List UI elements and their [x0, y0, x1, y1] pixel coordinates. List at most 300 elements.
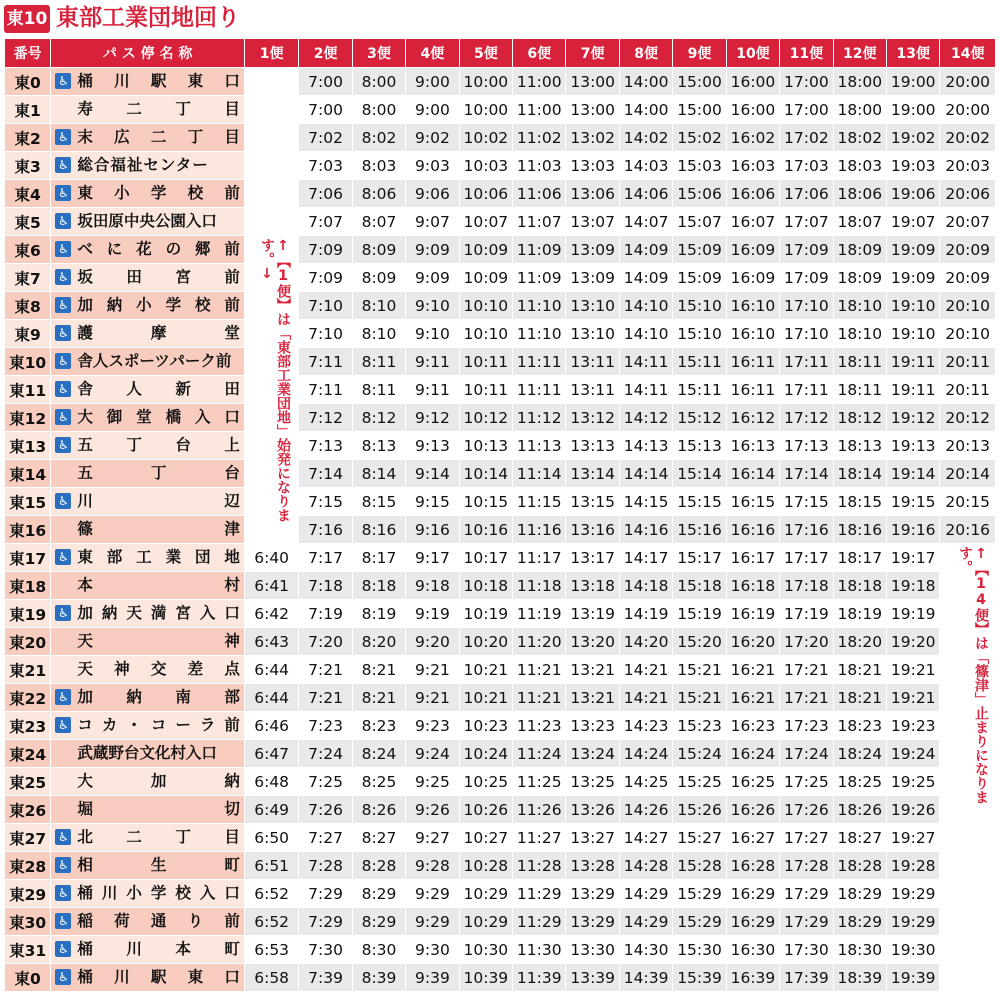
departure-time: 8:20 — [352, 628, 405, 656]
departure-time: 11:17 — [513, 544, 566, 572]
table-row — [5, 152, 996, 180]
stop-name: 総合福祉センター — [77, 156, 209, 174]
departure-time: 19:18 — [887, 572, 940, 600]
departure-time: 13:14 — [566, 460, 619, 488]
departure-time: 14:15 — [619, 488, 672, 516]
departure-time — [940, 824, 996, 852]
departure-time: 14:25 — [619, 768, 672, 796]
departure-time: 7:30 — [299, 936, 352, 964]
departure-time: 11:02 — [513, 124, 566, 152]
departure-time: 9:27 — [406, 824, 459, 852]
departure-time: 19:13 — [887, 432, 940, 460]
wheelchair-icon: ♿ — [55, 409, 71, 425]
departure-time: 8:25 — [352, 768, 405, 796]
column-header-trip: 2便 — [299, 39, 352, 68]
departure-time: 17:26 — [780, 796, 833, 824]
stop-name-cell — [51, 964, 245, 992]
departure-time: 11:13 — [513, 432, 566, 460]
departure-time: 11:21 — [513, 684, 566, 712]
departure-time: 16:00 — [726, 96, 779, 124]
departure-time: 13:25 — [566, 768, 619, 796]
departure-time: 9:13 — [406, 432, 459, 460]
departure-time: 8:15 — [352, 488, 405, 516]
stop-name-cell — [51, 684, 245, 712]
stop-name: 坂 田 宮 前 — [77, 268, 240, 286]
departure-time: 9:30 — [406, 936, 459, 964]
departure-time: 10:27 — [459, 824, 512, 852]
departure-time — [244, 96, 298, 124]
departure-time: 11:28 — [513, 852, 566, 880]
departure-time: 14:09 — [619, 264, 672, 292]
departure-time: 16:28 — [726, 852, 779, 880]
departure-time: 19:23 — [887, 712, 940, 740]
departure-time: 19:17 — [887, 544, 940, 572]
departure-time: 10:25 — [459, 768, 512, 796]
stop-number: 東24 — [5, 740, 51, 768]
departure-time: 15:29 — [673, 908, 726, 936]
departure-time: 11:21 — [513, 656, 566, 684]
departure-time: 15:27 — [673, 824, 726, 852]
departure-time: 17:16 — [780, 516, 833, 544]
stop-name-cell — [51, 768, 245, 796]
departure-time: 11:29 — [513, 880, 566, 908]
stop-number: 東16 — [5, 516, 51, 544]
departure-time: 16:13 — [726, 432, 779, 460]
wheelchair-icon: ♿ — [55, 241, 71, 257]
departure-time: 10:21 — [459, 684, 512, 712]
wheelchair-icon: ♿ — [55, 829, 71, 845]
departure-time: 7:09 — [299, 264, 352, 292]
trip1-note: ↑【1便】は「東部工業団地」始発になります。↓ — [259, 238, 291, 522]
departure-time: 7:24 — [299, 740, 352, 768]
departure-time: 8:29 — [352, 908, 405, 936]
departure-time: 8:18 — [352, 572, 405, 600]
departure-time: 17:24 — [780, 740, 833, 768]
departure-time: 9:24 — [406, 740, 459, 768]
timetable-body — [5, 68, 996, 992]
stop-name: 北 二 丁 目 — [77, 828, 240, 846]
stop-name-cell — [51, 152, 245, 180]
departure-time: 10:12 — [459, 404, 512, 432]
timetable — [4, 38, 996, 992]
stop-number: 東28 — [5, 852, 51, 880]
departure-time: 8:00 — [352, 96, 405, 124]
stop-name-cell — [51, 292, 245, 320]
departure-time: 11:11 — [513, 348, 566, 376]
column-header-trip: 3便 — [352, 39, 405, 68]
departure-time: 13:27 — [566, 824, 619, 852]
departure-time: 17:28 — [780, 852, 833, 880]
stop-name-cell — [51, 936, 245, 964]
departure-time: 20:13 — [940, 432, 996, 460]
departure-time: 13:03 — [566, 152, 619, 180]
table-row — [5, 124, 996, 152]
departure-time: 17:06 — [780, 180, 833, 208]
departure-time: 7:03 — [299, 152, 352, 180]
departure-time: 11:19 — [513, 600, 566, 628]
departure-time: 16:29 — [726, 908, 779, 936]
departure-time: 19:15 — [887, 488, 940, 516]
departure-time: 17:11 — [780, 348, 833, 376]
table-row — [5, 684, 996, 712]
departure-time: 15:17 — [673, 544, 726, 572]
departure-time: 15:09 — [673, 264, 726, 292]
departure-time: 9:26 — [406, 796, 459, 824]
departure-time — [940, 936, 996, 964]
departure-time: 19:28 — [887, 852, 940, 880]
table-row — [5, 544, 996, 572]
departure-time: 11:18 — [513, 572, 566, 600]
departure-time: 9:28 — [406, 852, 459, 880]
stop-number: 東22 — [5, 684, 51, 712]
departure-time: 10:14 — [459, 460, 512, 488]
stop-name: 加 納 南 部 — [77, 688, 240, 706]
departure-time: 11:26 — [513, 796, 566, 824]
stop-number: 東4 — [5, 180, 51, 208]
departure-time: 15:18 — [673, 572, 726, 600]
stop-number: 東20 — [5, 628, 51, 656]
trip14-note: ↑【14便】は「篠津」止まりになります。 — [957, 546, 989, 804]
departure-time — [244, 152, 298, 180]
departure-time: 18:09 — [833, 236, 886, 264]
departure-time: 9:39 — [406, 964, 459, 992]
departure-time: 9:11 — [406, 376, 459, 404]
departure-time: 10:09 — [459, 264, 512, 292]
departure-time: 14:19 — [619, 600, 672, 628]
stop-number: 東31 — [5, 936, 51, 964]
departure-time: 7:39 — [299, 964, 352, 992]
stop-name: 桶 川 駅 東 口 — [77, 968, 240, 986]
departure-time: 15:25 — [673, 768, 726, 796]
table-row — [5, 348, 996, 376]
stop-name-cell — [51, 824, 245, 852]
departure-time: 9:23 — [406, 712, 459, 740]
stop-number: 東14 — [5, 460, 51, 488]
table-row — [5, 852, 996, 880]
table-row — [5, 292, 996, 320]
stop-name: 護 摩 堂 — [77, 324, 240, 342]
stop-name: 桶 川 駅 東 口 — [77, 72, 240, 90]
departure-time: 17:13 — [780, 432, 833, 460]
departure-time: 16:39 — [726, 964, 779, 992]
departure-time: 17:29 — [780, 908, 833, 936]
stop-name-cell — [51, 264, 245, 292]
departure-time: 10:00 — [459, 68, 512, 96]
departure-time: 16:15 — [726, 488, 779, 516]
wheelchair-icon: ♿ — [55, 605, 71, 621]
departure-time: 19:14 — [887, 460, 940, 488]
departure-time: 10:21 — [459, 656, 512, 684]
stop-name: 桶 川 小 学 校 入 口 — [77, 884, 240, 902]
departure-time: 19:16 — [887, 516, 940, 544]
departure-time: 7:10 — [299, 320, 352, 348]
table-row — [5, 908, 996, 936]
departure-time: 14:12 — [619, 404, 672, 432]
departure-time: 18:02 — [833, 124, 886, 152]
departure-time: 15:24 — [673, 740, 726, 768]
departure-time: 20:03 — [940, 152, 996, 180]
stop-number: 東6 — [5, 236, 51, 264]
stop-number: 東5 — [5, 208, 51, 236]
column-header-trip: 13便 — [887, 39, 940, 68]
departure-time: 11:09 — [513, 236, 566, 264]
departure-time: 16:17 — [726, 544, 779, 572]
departure-time: 7:07 — [299, 208, 352, 236]
departure-time: 16:10 — [726, 320, 779, 348]
table-row — [5, 432, 996, 460]
departure-time: 15:28 — [673, 852, 726, 880]
departure-time: 10:10 — [459, 320, 512, 348]
departure-time: 13:28 — [566, 852, 619, 880]
departure-time: 18:16 — [833, 516, 886, 544]
column-header-number: 番号 — [5, 39, 51, 68]
departure-time: 8:10 — [352, 292, 405, 320]
stop-number: 東19 — [5, 600, 51, 628]
stop-number: 東1 — [5, 96, 51, 124]
wheelchair-icon: ♿ — [55, 689, 71, 705]
departure-time: 13:11 — [566, 348, 619, 376]
departure-time: 19:24 — [887, 740, 940, 768]
route-title: 東部工業団地回り — [56, 5, 240, 31]
departure-time: 9:06 — [406, 180, 459, 208]
stop-name-cell — [51, 460, 245, 488]
departure-time: 16:00 — [726, 68, 779, 96]
departure-time: 18:29 — [833, 880, 886, 908]
departure-time: 15:20 — [673, 628, 726, 656]
departure-time: 18:25 — [833, 768, 886, 796]
departure-time: 6:40 — [244, 544, 298, 572]
wheelchair-icon: ♿ — [55, 885, 71, 901]
stop-number: 東30 — [5, 908, 51, 936]
departure-time: 8:14 — [352, 460, 405, 488]
departure-time: 9:15 — [406, 488, 459, 516]
departure-time: 9:00 — [406, 96, 459, 124]
departure-time: 8:00 — [352, 68, 405, 96]
departure-time: 10:39 — [459, 964, 512, 992]
route-code-badge: 東10 — [4, 5, 50, 33]
departure-time: 9:09 — [406, 264, 459, 292]
stop-name: 天 神 — [77, 632, 240, 650]
departure-time: 9:00 — [406, 68, 459, 96]
departure-time: 17:03 — [780, 152, 833, 180]
departure-time: 17:29 — [780, 880, 833, 908]
departure-time: 13:21 — [566, 656, 619, 684]
departure-time: 10:30 — [459, 936, 512, 964]
departure-time: 15:10 — [673, 292, 726, 320]
departure-time — [940, 880, 996, 908]
departure-time: 20:11 — [940, 348, 996, 376]
departure-time: 11:07 — [513, 208, 566, 236]
departure-time: 11:25 — [513, 768, 566, 796]
departure-time: 11:20 — [513, 628, 566, 656]
departure-time: 6:44 — [244, 656, 298, 684]
departure-time: 18:09 — [833, 264, 886, 292]
stop-name: 篠 津 — [77, 520, 240, 538]
departure-time: 9:03 — [406, 152, 459, 180]
departure-time: 6:53 — [244, 936, 298, 964]
wheelchair-icon: ♿ — [55, 353, 71, 369]
table-row — [5, 880, 996, 908]
stop-name: 東 小 学 校 前 — [77, 184, 240, 202]
departure-time: 10:15 — [459, 488, 512, 516]
departure-time: 14:21 — [619, 684, 672, 712]
departure-time: 16:29 — [726, 880, 779, 908]
departure-time: 20:15 — [940, 488, 996, 516]
stop-name-cell — [51, 656, 245, 684]
departure-time: 13:10 — [566, 292, 619, 320]
departure-time: 17:27 — [780, 824, 833, 852]
departure-time: 8:24 — [352, 740, 405, 768]
departure-time: 13:10 — [566, 320, 619, 348]
header-row — [5, 39, 996, 68]
departure-time: 10:09 — [459, 236, 512, 264]
table-row — [5, 96, 996, 124]
departure-time: 19:00 — [887, 96, 940, 124]
departure-time: 19:11 — [887, 376, 940, 404]
departure-time: 18:10 — [833, 320, 886, 348]
departure-time: 13:18 — [566, 572, 619, 600]
stop-name: 天 神 交 差 点 — [77, 660, 240, 678]
column-header-trip: 9便 — [673, 39, 726, 68]
departure-time: 10:02 — [459, 124, 512, 152]
wheelchair-icon: ♿ — [55, 717, 71, 733]
stop-name-cell — [51, 852, 245, 880]
departure-time: 15:00 — [673, 68, 726, 96]
departure-time: 19:20 — [887, 628, 940, 656]
departure-time: 16:12 — [726, 404, 779, 432]
stop-name: 五 丁 台 — [77, 464, 240, 482]
departure-time: 16:09 — [726, 236, 779, 264]
table-row — [5, 264, 996, 292]
stop-name-cell — [51, 180, 245, 208]
departure-time: 10:24 — [459, 740, 512, 768]
departure-time: 8:16 — [352, 516, 405, 544]
stop-name: 大 加 納 — [77, 772, 240, 790]
departure-time: 16:03 — [726, 152, 779, 180]
departure-time: 10:13 — [459, 432, 512, 460]
departure-time: 9:10 — [406, 292, 459, 320]
departure-time: 14:16 — [619, 516, 672, 544]
departure-time: 11:12 — [513, 404, 566, 432]
departure-time: 17:09 — [780, 236, 833, 264]
stop-name-cell — [51, 908, 245, 936]
stop-number: 東3 — [5, 152, 51, 180]
stop-number: 東8 — [5, 292, 51, 320]
departure-time: 7:28 — [299, 852, 352, 880]
departure-time: 8:28 — [352, 852, 405, 880]
departure-time: 13:00 — [566, 68, 619, 96]
stop-name: 桶 川 本 町 — [77, 940, 240, 958]
departure-time: 19:10 — [887, 292, 940, 320]
departure-time: 7:06 — [299, 180, 352, 208]
wheelchair-icon: ♿ — [55, 297, 71, 313]
departure-time: 16:19 — [726, 600, 779, 628]
table-row — [5, 208, 996, 236]
stop-name: 稲 荷 通 り 前 — [77, 912, 240, 930]
departure-time: 8:07 — [352, 208, 405, 236]
departure-time: 17:10 — [780, 320, 833, 348]
stop-name-cell — [51, 796, 245, 824]
departure-time: 10:29 — [459, 880, 512, 908]
departure-time: 14:10 — [619, 292, 672, 320]
stop-name-cell — [51, 404, 245, 432]
departure-time: 11:27 — [513, 824, 566, 852]
departure-time: 7:27 — [299, 824, 352, 852]
departure-time: 11:24 — [513, 740, 566, 768]
departure-time: 15:12 — [673, 404, 726, 432]
stop-number: 東17 — [5, 544, 51, 572]
departure-time: 16:30 — [726, 936, 779, 964]
table-row — [5, 824, 996, 852]
table-row — [5, 488, 996, 516]
departure-time: 7:09 — [299, 236, 352, 264]
departure-time: 8:21 — [352, 684, 405, 712]
departure-time: 13:24 — [566, 740, 619, 768]
departure-time: 18:27 — [833, 824, 886, 852]
departure-time: 14:27 — [619, 824, 672, 852]
departure-time: 9:10 — [406, 320, 459, 348]
table-row — [5, 460, 996, 488]
departure-time: 10:11 — [459, 376, 512, 404]
stop-name: コ カ ・ コ ー ラ 前 — [77, 716, 240, 734]
departure-time: 10:20 — [459, 628, 512, 656]
departure-time: 14:23 — [619, 712, 672, 740]
departure-time: 8:19 — [352, 600, 405, 628]
table-row — [5, 376, 996, 404]
departure-time: 13:11 — [566, 376, 619, 404]
departure-time: 16:26 — [726, 796, 779, 824]
departure-time: 6:48 — [244, 768, 298, 796]
departure-time: 15:11 — [673, 376, 726, 404]
departure-time: 8:11 — [352, 376, 405, 404]
stop-number: 東29 — [5, 880, 51, 908]
departure-time: 19:19 — [887, 600, 940, 628]
departure-time: 8:10 — [352, 320, 405, 348]
departure-time: 7:12 — [299, 404, 352, 432]
stop-name-cell — [51, 516, 245, 544]
departure-time: 16:24 — [726, 740, 779, 768]
departure-time: 8:30 — [352, 936, 405, 964]
departure-time — [244, 68, 298, 96]
departure-time: 17:39 — [780, 964, 833, 992]
stop-number: 東7 — [5, 264, 51, 292]
departure-time: 17:25 — [780, 768, 833, 796]
departure-time: 15:13 — [673, 432, 726, 460]
wheelchair-icon: ♿ — [55, 969, 71, 985]
departure-time: 15:30 — [673, 936, 726, 964]
departure-time: 18:23 — [833, 712, 886, 740]
table-row — [5, 964, 996, 992]
departure-time: 13:02 — [566, 124, 619, 152]
departure-time: 18:20 — [833, 628, 886, 656]
departure-time: 13:09 — [566, 236, 619, 264]
departure-time: 7:17 — [299, 544, 352, 572]
departure-time: 18:19 — [833, 600, 886, 628]
departure-time: 10:03 — [459, 152, 512, 180]
departure-time: 6:58 — [244, 964, 298, 992]
stop-name: 東 部 工 業 団 地 — [77, 548, 240, 566]
wheelchair-icon: ♿ — [55, 157, 71, 173]
stop-name: 坂田原中央公園入口 — [77, 212, 217, 230]
departure-time: 9:12 — [406, 404, 459, 432]
stop-name-cell — [51, 320, 245, 348]
departure-time: 19:21 — [887, 684, 940, 712]
departure-time: 10:06 — [459, 180, 512, 208]
departure-time: 19:03 — [887, 152, 940, 180]
departure-time: 7:23 — [299, 712, 352, 740]
departure-time: 18:14 — [833, 460, 886, 488]
departure-time: 19:06 — [887, 180, 940, 208]
